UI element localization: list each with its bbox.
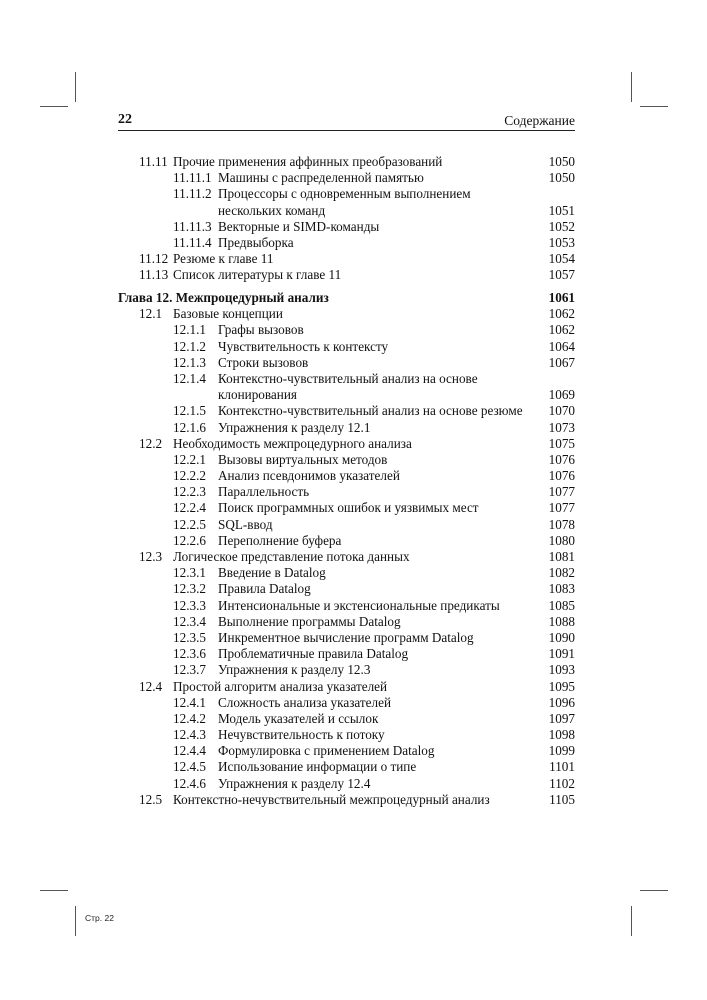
toc-title: Базовые концепции xyxy=(173,306,283,322)
toc-entry xyxy=(118,154,575,170)
toc-page: 1093 xyxy=(548,662,575,678)
toc-entry xyxy=(118,403,575,419)
toc-title: Необходимость межпроцедурного анализа xyxy=(173,435,412,451)
toc-title: Нечувствительность к потоку xyxy=(218,727,385,743)
toc-title: Упражнения к разделу 12.3 xyxy=(218,662,371,678)
toc-entry xyxy=(118,267,575,283)
toc-page: 1062 xyxy=(548,306,575,322)
toc-entry xyxy=(118,679,575,695)
toc-page: 1052 xyxy=(548,218,575,234)
toc-title: Упражнения к разделу 12.4 xyxy=(218,775,371,791)
toc-page: 1070 xyxy=(548,403,575,419)
toc-title: Формулировка с применением Datalog xyxy=(218,743,435,759)
toc-number: 11.11.3 xyxy=(173,218,212,234)
toc-number: 12.2.3 xyxy=(173,484,206,500)
toc-page: 1077 xyxy=(548,484,575,500)
toc-chapter xyxy=(118,290,575,306)
toc-page: 1096 xyxy=(548,694,575,710)
toc-number: 12.1.4 xyxy=(173,370,206,386)
toc-entry xyxy=(118,322,575,338)
toc-entry xyxy=(118,468,575,484)
toc-page: 1064 xyxy=(548,338,575,354)
toc-number: 12.3.1 xyxy=(173,565,206,581)
toc-title: Проблематичные правила Datalog xyxy=(218,646,409,662)
toc-entry xyxy=(118,646,575,662)
running-title: Содержание xyxy=(504,113,575,128)
toc-number: 12.4.4 xyxy=(173,743,206,759)
toc-title: Упражнения к разделу 12.1 xyxy=(218,419,371,435)
toc-title: Правила Datalog xyxy=(218,581,311,597)
toc-entry xyxy=(118,581,575,597)
toc-number: 12.4.1 xyxy=(173,694,206,710)
toc-number: 12.3.7 xyxy=(173,662,206,678)
toc-number: 12.1.3 xyxy=(173,354,206,370)
toc-page: 1050 xyxy=(548,154,575,169)
toc-page: 1095 xyxy=(548,678,575,694)
toc-title: Инкрементное вычисление программ Datalog xyxy=(218,629,474,645)
toc-page: 1080 xyxy=(548,532,575,548)
toc-entry xyxy=(118,452,575,468)
page-header xyxy=(118,112,575,131)
toc-entry xyxy=(118,517,575,533)
toc-page: 1083 xyxy=(548,581,575,597)
toc-number: 12.1.2 xyxy=(173,338,206,354)
toc-title: Строки вызовов xyxy=(218,354,309,370)
toc-page: 1098 xyxy=(548,727,575,743)
toc-number: 11.11.1 xyxy=(173,170,212,186)
toc-page: 1051 xyxy=(548,202,575,218)
toc-number: 11.11.2 xyxy=(173,186,212,202)
toc-entry xyxy=(118,306,575,322)
toc-entry xyxy=(118,500,575,516)
toc-number: 12.2.5 xyxy=(173,516,206,532)
toc-entry xyxy=(118,371,575,387)
toc-title: Использование информации о типе xyxy=(218,759,417,775)
toc-page: 1078 xyxy=(548,516,575,532)
toc-page: 1054 xyxy=(548,251,575,267)
toc-page: 1069 xyxy=(548,387,575,403)
page-number: 22 xyxy=(118,112,132,127)
toc-title: Векторные и SIMD-команды xyxy=(218,218,380,234)
toc-entry xyxy=(118,711,575,727)
crop-mark xyxy=(631,72,632,102)
crop-mark xyxy=(640,106,668,107)
toc-number: 11.11.4 xyxy=(173,234,212,250)
toc-entry xyxy=(118,235,575,251)
toc-title: Анализ псевдонимов указателей xyxy=(218,468,400,484)
toc-entry xyxy=(118,420,575,436)
toc-number: 12.3.5 xyxy=(173,629,206,645)
toc-entry xyxy=(118,219,575,235)
toc-number: 12.4 xyxy=(139,678,163,694)
toc-entry xyxy=(118,695,575,711)
toc-title: Простой алгоритм анализа указателей xyxy=(173,678,388,694)
toc-number: 12.2.6 xyxy=(173,532,206,548)
toc-title: Графы вызовов xyxy=(218,322,304,338)
toc-title: Прочие применения аффинных преобразований xyxy=(173,154,443,169)
toc-number: 12.1.5 xyxy=(173,403,206,419)
toc-page: 1088 xyxy=(548,613,575,629)
toc-number: 12.2.2 xyxy=(173,468,206,484)
toc-page: 1073 xyxy=(548,419,575,435)
toc-number: 12.1 xyxy=(139,306,163,322)
toc-number: 12.4.3 xyxy=(173,727,206,743)
toc-page: 1081 xyxy=(548,549,575,564)
toc-title: Глава 12. Межпроцедурный анализ xyxy=(118,290,329,305)
toc-number: 12.3.4 xyxy=(173,613,206,629)
toc-page: 1075 xyxy=(548,435,575,451)
toc-entry xyxy=(118,436,575,452)
toc-number: 11.13 xyxy=(139,267,169,283)
toc-entry xyxy=(118,203,575,219)
toc-number: 12.3 xyxy=(139,549,163,564)
toc-entry xyxy=(118,170,575,186)
toc-entry xyxy=(118,251,575,267)
toc-number: 12.2.4 xyxy=(173,500,206,516)
crop-mark xyxy=(640,890,668,891)
toc-number: 12.4.5 xyxy=(173,759,206,775)
toc-entry xyxy=(118,484,575,500)
toc-number: 11.11 xyxy=(139,154,168,169)
crop-mark xyxy=(75,906,76,936)
toc-number: 11.12 xyxy=(139,251,169,267)
toc-page: 1097 xyxy=(548,710,575,726)
toc-number: 12.3.2 xyxy=(173,581,206,597)
toc-title: Резюме к главе 11 xyxy=(173,251,274,267)
toc-page: 1062 xyxy=(548,322,575,338)
toc-number: 12.1.1 xyxy=(173,322,206,338)
toc-title: клонирования xyxy=(218,387,297,403)
toc-title: Предвыборка xyxy=(218,234,294,250)
toc-number: 12.4.2 xyxy=(173,710,206,726)
toc-number: 12.3.3 xyxy=(173,597,206,613)
toc-title: Логическое представление потока данных xyxy=(173,549,410,564)
toc-page: 1105 xyxy=(549,791,575,807)
toc-page: 1061 xyxy=(548,290,575,305)
table-of-contents xyxy=(118,154,575,808)
toc-page: 1091 xyxy=(548,646,575,662)
toc-page: 1102 xyxy=(549,775,575,791)
toc-title: Список литературы к главе 11 xyxy=(173,267,342,283)
toc-entry xyxy=(118,387,575,403)
toc-entry xyxy=(118,598,575,614)
toc-title: Введение в Datalog xyxy=(218,565,326,581)
toc-entry xyxy=(118,565,575,581)
toc-page: 1082 xyxy=(548,565,575,581)
toc-number: 12.5 xyxy=(139,791,163,807)
toc-title: нескольких команд xyxy=(218,202,326,218)
crop-mark xyxy=(631,906,632,936)
toc-title: SQL-ввод xyxy=(218,516,273,532)
toc-page: 1057 xyxy=(548,267,575,283)
toc-entry xyxy=(118,339,575,355)
toc-number: 12.2.1 xyxy=(173,451,206,467)
toc-entry xyxy=(118,355,575,371)
toc-page: 1050 xyxy=(548,170,575,186)
toc-page: 1053 xyxy=(548,234,575,250)
toc-title: Модель указателей и ссылок xyxy=(218,710,379,726)
toc-page: 1076 xyxy=(548,468,575,484)
toc-page: 1099 xyxy=(548,743,575,759)
toc-entry xyxy=(118,614,575,630)
toc-title: Переполнение буфера xyxy=(218,532,342,548)
toc-entry xyxy=(118,630,575,646)
toc-title: Сложность анализа указателей xyxy=(218,694,392,710)
toc-entry xyxy=(118,662,575,678)
toc-page: 1101 xyxy=(549,759,575,775)
toc-entry xyxy=(118,533,575,549)
toc-title: Выполнение программы Datalog xyxy=(218,613,401,629)
toc-title: Вызовы виртуальных методов xyxy=(218,451,388,467)
toc-number: 12.2 xyxy=(139,435,163,451)
toc-title: Контекстно-чувствительный анализ на основе резюме xyxy=(218,403,523,419)
crop-mark xyxy=(40,890,68,891)
toc-title: Поиск программных ошибок и уязвимых мест xyxy=(218,500,479,516)
toc-entry xyxy=(118,776,575,792)
toc-entry xyxy=(118,792,575,808)
crop-mark xyxy=(40,106,68,107)
toc-page: 1090 xyxy=(548,629,575,645)
toc-title: Контекстно-чувствительный анализ на основе xyxy=(218,370,478,386)
toc-entry xyxy=(118,186,575,202)
toc-page: 1085 xyxy=(548,597,575,613)
toc-page: 1067 xyxy=(548,354,575,370)
toc-entry xyxy=(118,759,575,775)
toc-title: Процессоры с одновременным выполнением xyxy=(218,186,471,202)
toc-number: 12.3.6 xyxy=(173,646,206,662)
toc-title: Параллельность xyxy=(218,484,310,500)
toc-title: Машины с распределенной памятью xyxy=(218,170,424,186)
toc-entry xyxy=(118,743,575,759)
toc-number: 12.4.6 xyxy=(173,775,206,791)
toc-entry xyxy=(118,727,575,743)
toc-page: 1076 xyxy=(548,451,575,467)
crop-mark xyxy=(75,72,76,102)
toc-page: 1077 xyxy=(548,500,575,516)
toc-title: Контекстно-нечувствительный межпроцедурный анализ xyxy=(173,791,490,807)
toc-title: Чувствительность к контексту xyxy=(218,338,389,354)
toc-entry xyxy=(118,549,575,565)
toc-number: 12.1.6 xyxy=(173,419,206,435)
footer-label: Стр. 22 xyxy=(85,913,114,923)
toc-title: Интенсиональные и экстенсиональные предикаты xyxy=(218,597,500,613)
